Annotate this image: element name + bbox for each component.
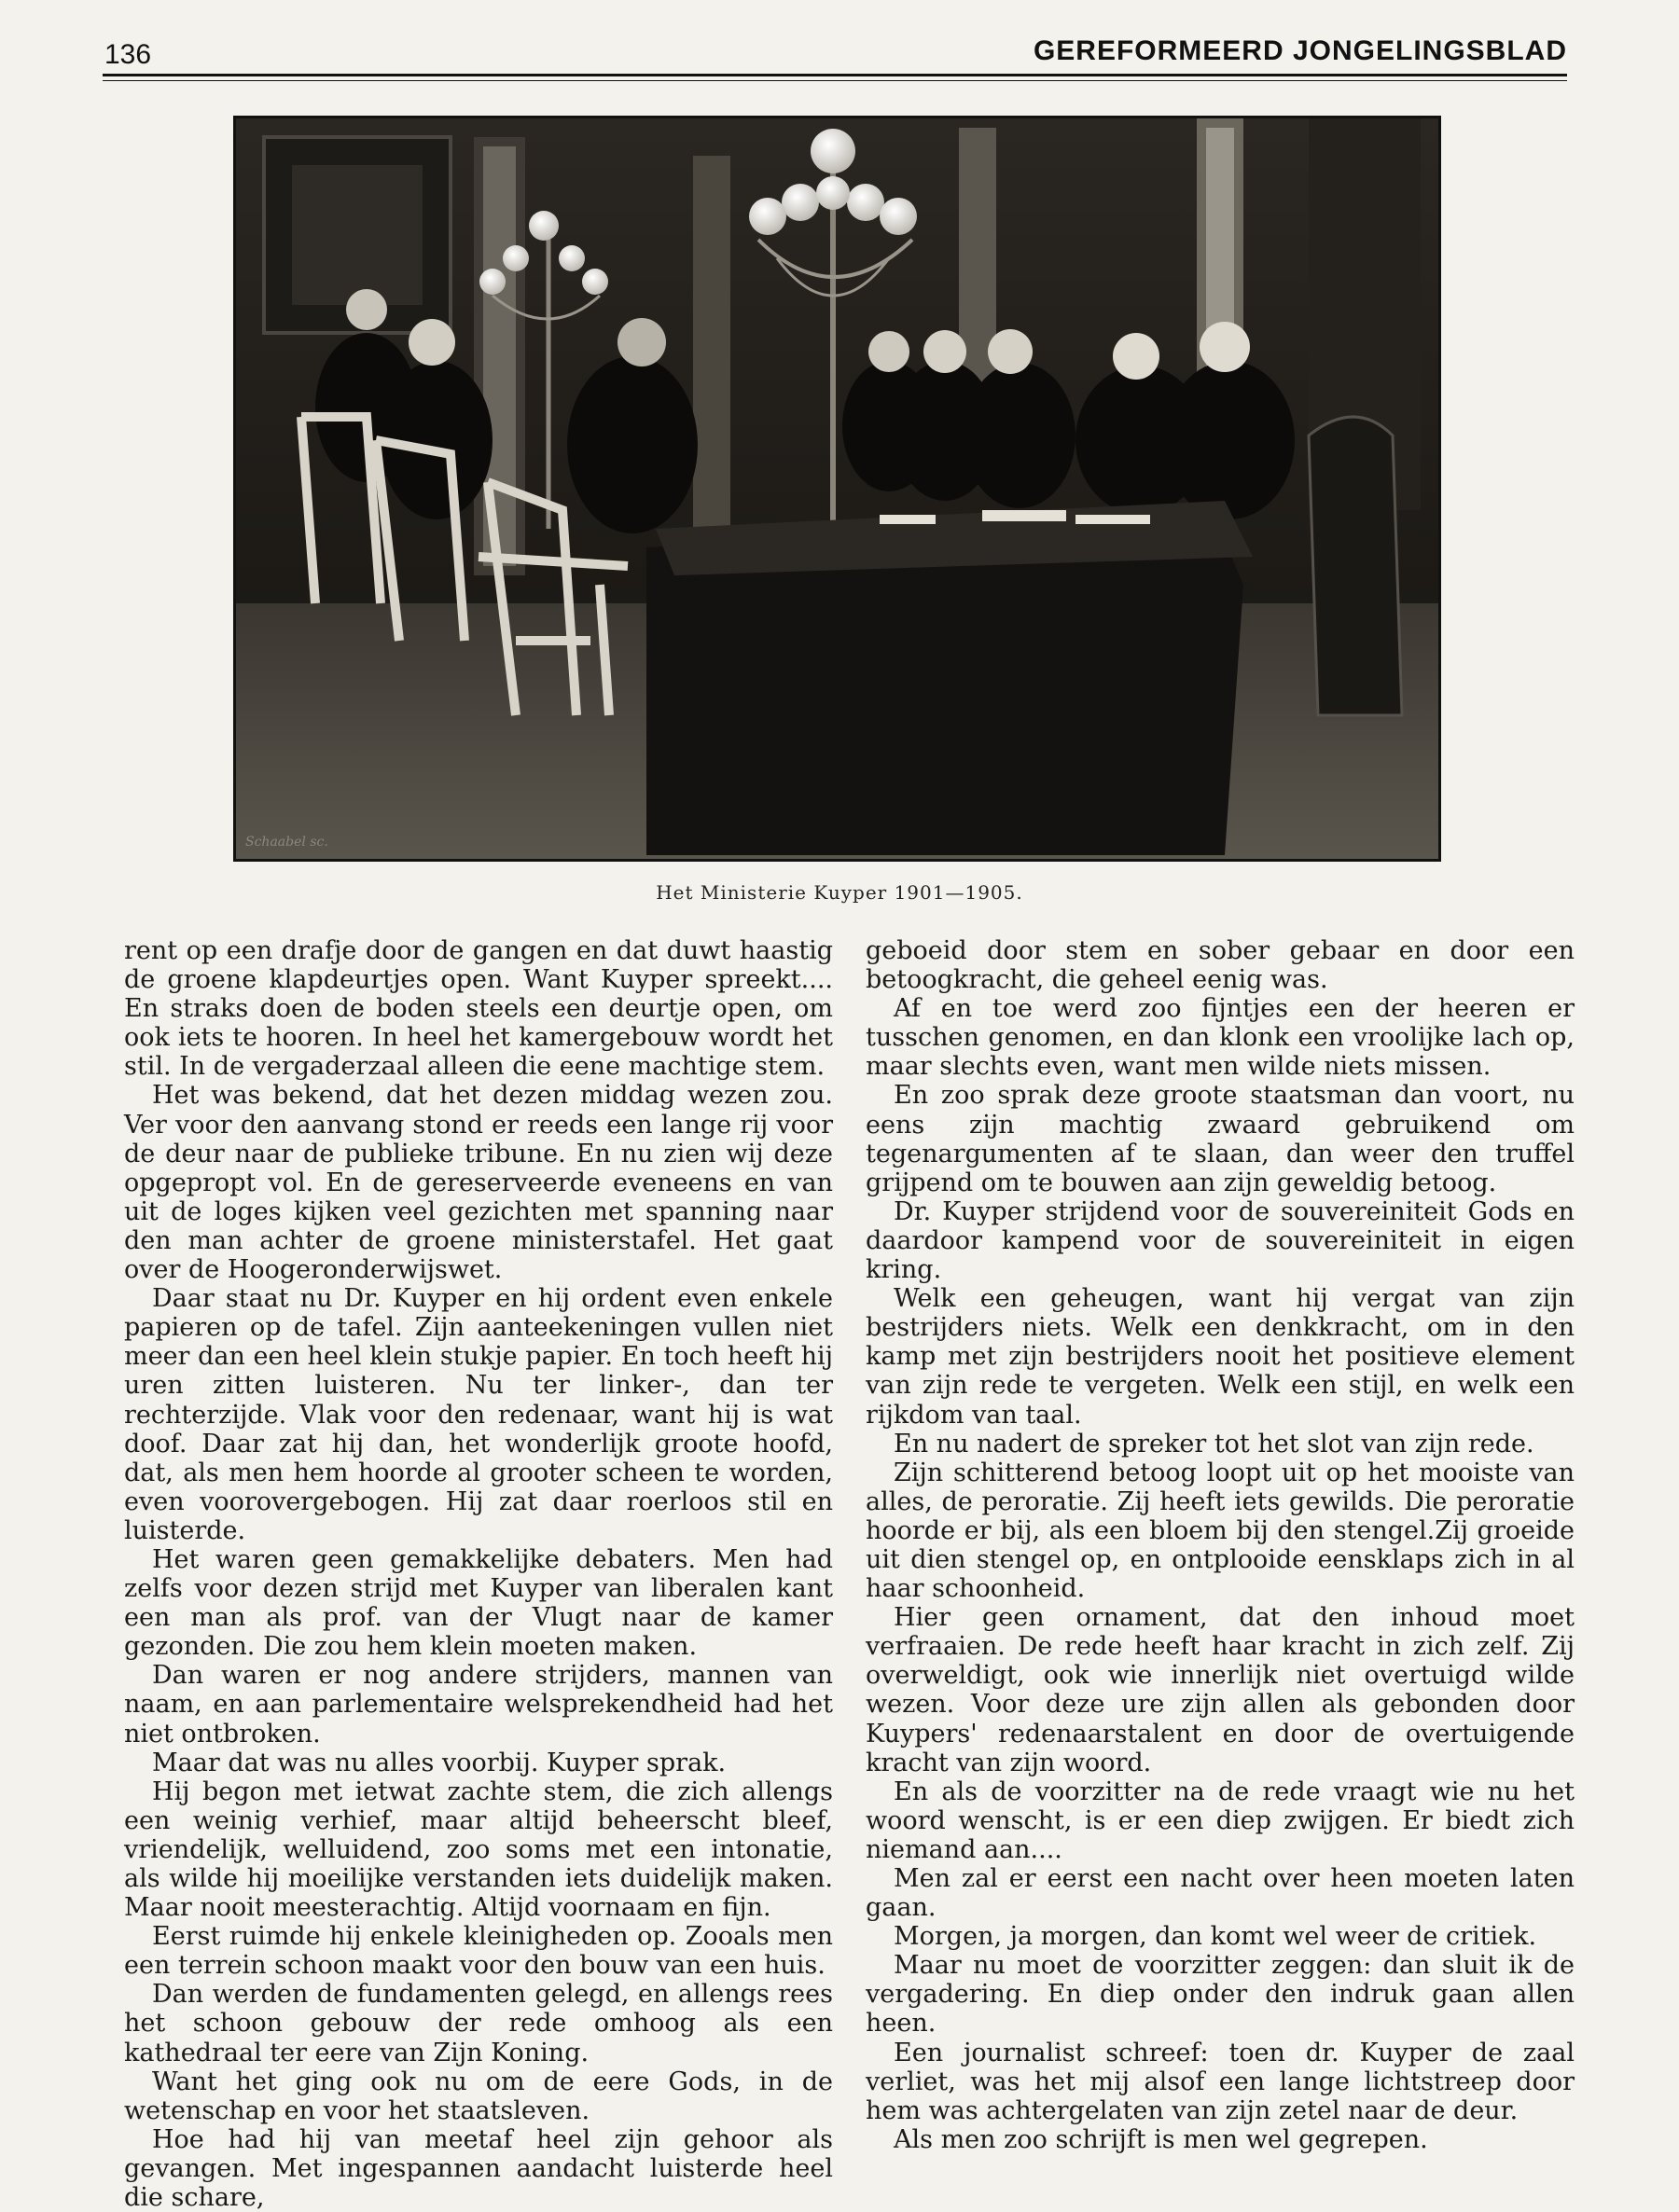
paragraph: Hier geen ornament, dat den inhoud moet verfraaien. De rede heeft haar kracht in zich zelf. Zij overweldigt, ook wie innerlijk niet overtuigd wilde wezen. Voor deze ure zijn allen als gebonden door Kuypers' redenaarstalent en door de overtuigende kracht van zijn woord. bbox=[866, 1603, 1575, 1777]
paragraph: Een journalist schreef: toen dr. Kuyper de zaal verliet, was het mij alsof een lange lichtstreep door hem was achtergelaten van zijn zetel naar de deur. bbox=[866, 2038, 1575, 2125]
paragraph: Als men zoo schrijft is men wel gegrepen. bbox=[894, 2124, 1428, 2154]
page-header bbox=[103, 28, 1567, 80]
paragraph: Maar nu moet de voorzitter zeggen: dan sluit ik de vergadering. En diep onder den indruk gaan allen heen. bbox=[866, 1951, 1575, 2039]
cabinet-photograph bbox=[233, 116, 1441, 862]
article-column-right bbox=[866, 936, 1575, 2154]
paragraph: Eerst ruimde hij enkele kleinigheden op. Zooals men een terrein schoon maakt voor den bouw van een huis. bbox=[124, 1922, 833, 1981]
page-number: 136 bbox=[104, 39, 152, 70]
paragraph: Welk een geheugen, want hij vergat van zijn bestrijders niets. Welk een denkkracht, om in den kamp met zijn bestrijders nooit het positieve element van zijn rede te vergeten. Welk een stijl, en welk een rijkdom van taal. bbox=[866, 1284, 1575, 1430]
engraver-credit: Schaabel sc. bbox=[245, 835, 328, 850]
paragraph: En nu nadert de spreker tot het slot van zijn rede. bbox=[894, 1429, 1534, 1459]
paragraph: Want het ging ook nu om de eere Gods, in de wetenschap en voor het staatsleven. bbox=[124, 2067, 833, 2125]
paragraph: Dr. Kuyper strijdend voor de souvereiniteit Gods en daardoor kampend voor de souvereiniteit in eigen kring. bbox=[866, 1196, 1575, 1285]
paragraph: Daar staat nu Dr. Kuyper en hij ordent even enkele papieren op de tafel. Zijn aanteekeningen vullen niet meer dan een heel klein stukje papier. En toch heeft hij uren zitten luisteren. Nu ter linker-, dan ter rechterzijde. Vlak voor den redenaar, want hij is wat doof. Daar zat hij dan, het wonderlijk groote hoofd, dat, als men hem hoorde al grooter scheen te worden, even voorovergebogen. Hij zat daar roerloos stil en luisterde. bbox=[124, 1284, 833, 1545]
header-rule-thin bbox=[103, 80, 1567, 81]
paragraph: En zoo sprak deze groote staatsman dan voort, nu eens zijn machtig zwaard gebruikend om tegenargumenten af te slaan, dan weer den truffel grijpend om te bouwen aan zijn geweldig betoog. bbox=[866, 1081, 1575, 1197]
photo-illustration bbox=[236, 118, 1438, 859]
paragraph: Het was bekend, dat het dezen middag wezen zou. Ver voor den aanvang stond er reeds een lange rij voor de deur naar de publieke tribune. En nu zien wij deze opgepropt vol. En de gereserveerde eveneens en van uit de loges kijken veel gezichten met spanning naar den man achter de groene ministerstafel. Het gaat over de Hoogeronderwijswet. bbox=[124, 1081, 833, 1285]
paragraph: geboeid door stem en sober gebaar en door een betoogkracht, die geheel eenig was. bbox=[866, 936, 1575, 995]
paragraph: Morgen, ja morgen, dan komt wel weer de critiek. bbox=[894, 1922, 1537, 1952]
paragraph: Hoe had hij van meetaf heel zijn gehoor als gevangen. Met ingespannen aandacht luisterde heel die schare, bbox=[124, 2124, 833, 2212]
article-column-left bbox=[124, 936, 833, 2212]
paragraph: Af en toe werd zoo fijntjes een der heeren er tusschen genomen, en dan klonk een vroolijke lach op, maar slechts even, want men wilde niets missen. bbox=[866, 994, 1575, 1082]
photo-caption: Het Ministerie Kuyper 1901—1905. bbox=[656, 881, 1023, 904]
paragraph: Het waren geen gemakkelijke debaters. Men had zelfs voor dezen strijd met Kuyper van liberalen kant een man als prof. van der Vlugt naar de kamer gezonden. Die zou hem klein moeten maken. bbox=[124, 1544, 833, 1662]
running-title: GEREFORMEERD JONGELINGSBLAD bbox=[1033, 35, 1567, 66]
paragraph: rent op een drafje door de gangen en dat duwt haastig de groene klapdeurtjes open. Want Kuyper spreekt.... En straks doen de boden steels een deurtje open, om ook iets te hooren. In heel het kamergebouw wordt het stil. In de vergaderzaal alleen die eene machtige stem. bbox=[124, 936, 833, 1082]
paragraph: Zijn schitterend betoog loopt uit op het mooiste van alles, de peroratie. Zij heeft iets gewilds. Die peroratie hoorde er bij, als een bloem bij den stengel.Zij groeide uit dien stengel op, en ontplooide eensklaps zich in al haar schoonheid. bbox=[866, 1458, 1575, 1604]
paragraph: Dan waren er nog andere strijders, mannen van naam, en aan parlementaire welsprekendheid had het niet ontbroken. bbox=[124, 1661, 833, 1749]
paragraph: Maar dat was nu alles voorbij. Kuyper sprak. bbox=[152, 1748, 727, 1777]
paragraph: Men zal er eerst een nacht over heen moeten laten gaan. bbox=[866, 1864, 1575, 1923]
paragraph: Dan werden de fundamenten gelegd, en allengs rees het schoon gebouw der rede omhoog als een kathedraal ter eere van Zijn Koning. bbox=[124, 1980, 833, 2067]
paragraph: En als de voorzitter na de rede vraagt wie nu het woord wenscht, is er een diep zwijgen. Er biedt zich niemand aan.... bbox=[866, 1777, 1575, 1864]
paragraph: Hij begon met ietwat zachte stem, die zich allengs een weinig verhief, maar altijd beheerscht bleef, vriendelijk, welluidend, zoo soms met een intonatie, als wilde hij moeilijke verstanden iets duidelijk maken. Maar nooit meesterachtig. Altijd voornaam en fijn. bbox=[124, 1777, 833, 1923]
header-rule bbox=[103, 74, 1567, 76]
